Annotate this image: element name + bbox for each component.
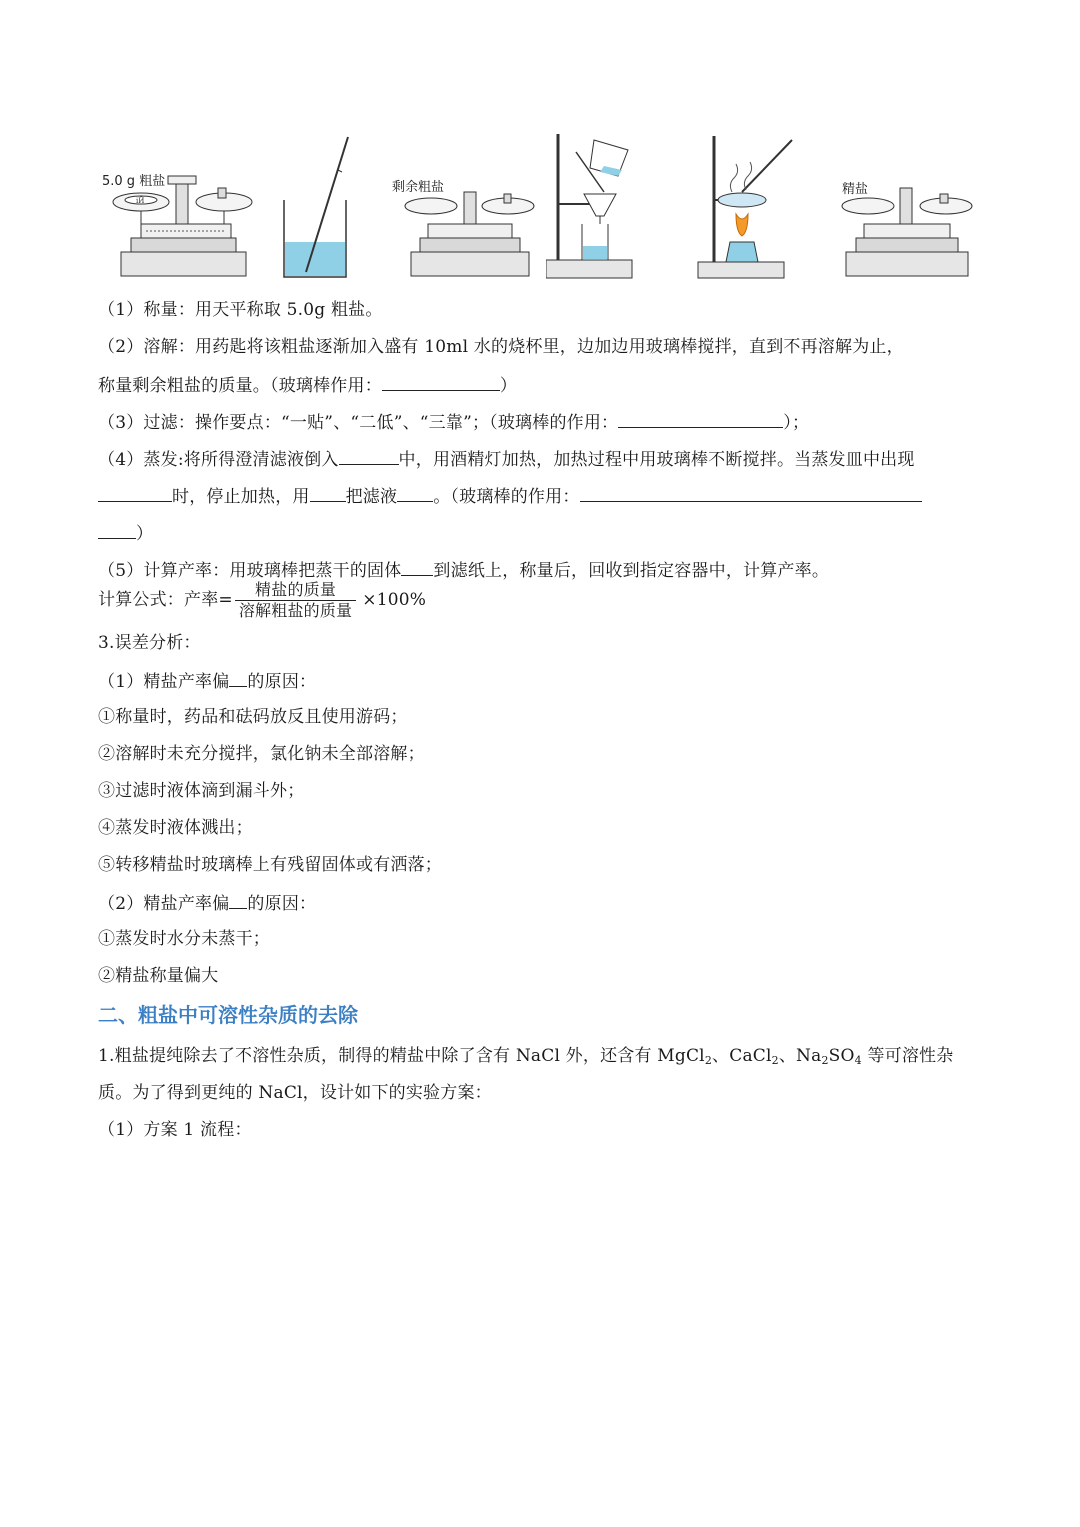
list-item: ③过滤时液体滴到漏斗外；: [98, 781, 305, 801]
formula-tail: ×100%: [362, 590, 427, 610]
subscript: 2: [821, 1054, 829, 1067]
step-1: （1）称量：用天平称取 5.0g 粗盐。: [98, 300, 383, 320]
formula-denominator: 溶解粗盐的质量: [238, 601, 353, 620]
high-yield-text: （2）精盐产率偏: [98, 894, 230, 914]
step-2-line-1: （2）溶解：用药匙将该粗盐逐渐加入盛有 10ml 水的烧杯里，边加边用玻璃棒搅拌，直到不再溶解为止，: [98, 337, 904, 357]
step-5-text-2: 到滤纸上，称量后，回收到指定容器中，计算产率。: [433, 561, 830, 581]
section-2-para-1: [98, 1045, 953, 1072]
step-3-text: （3）过滤：操作要点：“一贴”、“二低”、“三靠”；（玻璃棒的作用：: [98, 413, 619, 433]
step-4-text: （4）蒸发:将所得澄清滤液倒入: [98, 450, 339, 470]
balance-icon: [396, 132, 536, 282]
high-yield-heading: [98, 891, 316, 915]
balance-icon: [96, 132, 256, 282]
svg-text:iЙ: iЙ: [136, 197, 145, 205]
figure-beaker-dissolve: [276, 132, 356, 282]
figure-evaporation: [696, 132, 796, 282]
step-2-line-2: [98, 373, 517, 397]
formula-label: 计算公式：产率=: [98, 590, 233, 610]
subscript: 4: [854, 1054, 862, 1067]
low-yield-heading: [98, 669, 316, 693]
step-3-close: ）；: [783, 413, 810, 433]
low-yield-text-2: 的原因：: [247, 672, 317, 692]
list-item: ②溶解时未充分搅拌，氯化钠未全部溶解；: [98, 744, 425, 764]
para-text: 、CaCl: [712, 1046, 772, 1066]
beaker-icon: [276, 132, 356, 282]
low-yield-text: （1）精盐产率偏: [98, 672, 230, 692]
step-2-close: ）: [499, 376, 518, 396]
high-yield-text-2: 的原因：: [247, 894, 317, 914]
step-4-text-3: 时，停止加热，用: [172, 487, 310, 507]
figure-filtration: [546, 132, 636, 282]
figure-balance-refined: [836, 132, 976, 282]
answer-blank[interactable]: [339, 447, 399, 465]
step-4-text-4: 把滤液: [345, 487, 398, 507]
answer-blank[interactable]: [98, 484, 172, 502]
para-text: SO: [828, 1046, 855, 1066]
list-item: ①蒸发时水分未蒸干；: [98, 929, 270, 949]
fig3-label: 剩余粗盐: [392, 180, 445, 195]
answer-blank[interactable]: [618, 410, 783, 428]
answer-blank[interactable]: [401, 558, 433, 576]
answer-blank[interactable]: [382, 373, 500, 391]
filter-stand-icon: [546, 132, 636, 282]
figure-balance-weighing: [96, 132, 256, 282]
list-item: ⑤转移精盐时玻璃棒上有残留固体或有洒落；: [98, 855, 442, 875]
formula-numerator: 精盐的质量: [235, 580, 356, 601]
answer-blank[interactable]: [310, 484, 346, 502]
step-3: [98, 410, 809, 434]
step-5: [98, 558, 829, 582]
step-4-text-2: 中，用酒精灯加热，加热过程中用玻璃棒不断搅拌。当蒸发皿中出现: [398, 450, 915, 470]
step-4-line-2: [98, 484, 922, 508]
experiment-figures: [96, 132, 996, 282]
yield-formula: [98, 580, 426, 621]
step-5-text: （5）计算产率：用玻璃棒把蒸干的固体: [98, 561, 402, 581]
step-4-text-5: 。（玻璃棒的作用：: [433, 487, 580, 507]
answer-blank[interactable]: [98, 521, 136, 539]
answer-blank[interactable]: [229, 891, 247, 909]
answer-blank[interactable]: [580, 484, 922, 502]
list-item: ①称量时，药品和砝码放反且使用游码；: [98, 707, 408, 727]
answer-blank[interactable]: [229, 669, 247, 687]
para-text: 1.粗盐提纯除去了不溶性杂质，制得的精盐中除了含有 NaCl 外，还含有 MgCl: [98, 1046, 705, 1066]
list-item: ②精盐称量偏大: [98, 966, 219, 986]
subscript: 2: [771, 1054, 779, 1067]
evaporation-icon: [696, 132, 796, 282]
section-2-para-3: （1）方案 1 流程：: [98, 1120, 252, 1140]
fig1-label: 5.0 g 粗盐: [102, 174, 166, 189]
formula-fraction: [235, 580, 356, 621]
step-4-line-3: [98, 521, 153, 545]
step-2-text: 称量剩余粗盐的质量。（玻璃棒作用：: [98, 376, 382, 396]
figure-balance-remaining: [392, 132, 536, 282]
subscript: 2: [704, 1054, 713, 1067]
para-text: 等可溶性杂: [861, 1046, 954, 1066]
list-item: ④蒸发时液体溅出；: [98, 818, 253, 838]
step-4-line-1: [98, 447, 915, 471]
step-4-close: ）: [136, 524, 154, 544]
para-text: 、Na: [778, 1046, 822, 1066]
error-analysis-title: 3.误差分析：: [98, 633, 201, 653]
section-2-para-2: 质。为了得到更纯的 NaCl，设计如下的实验方案：: [98, 1083, 492, 1103]
fig6-label: 精盐: [842, 182, 869, 197]
section-2-heading: 二、粗盐中可溶性杂质的去除: [98, 1003, 358, 1027]
answer-blank[interactable]: [397, 484, 433, 502]
balance-icon: [836, 132, 976, 282]
